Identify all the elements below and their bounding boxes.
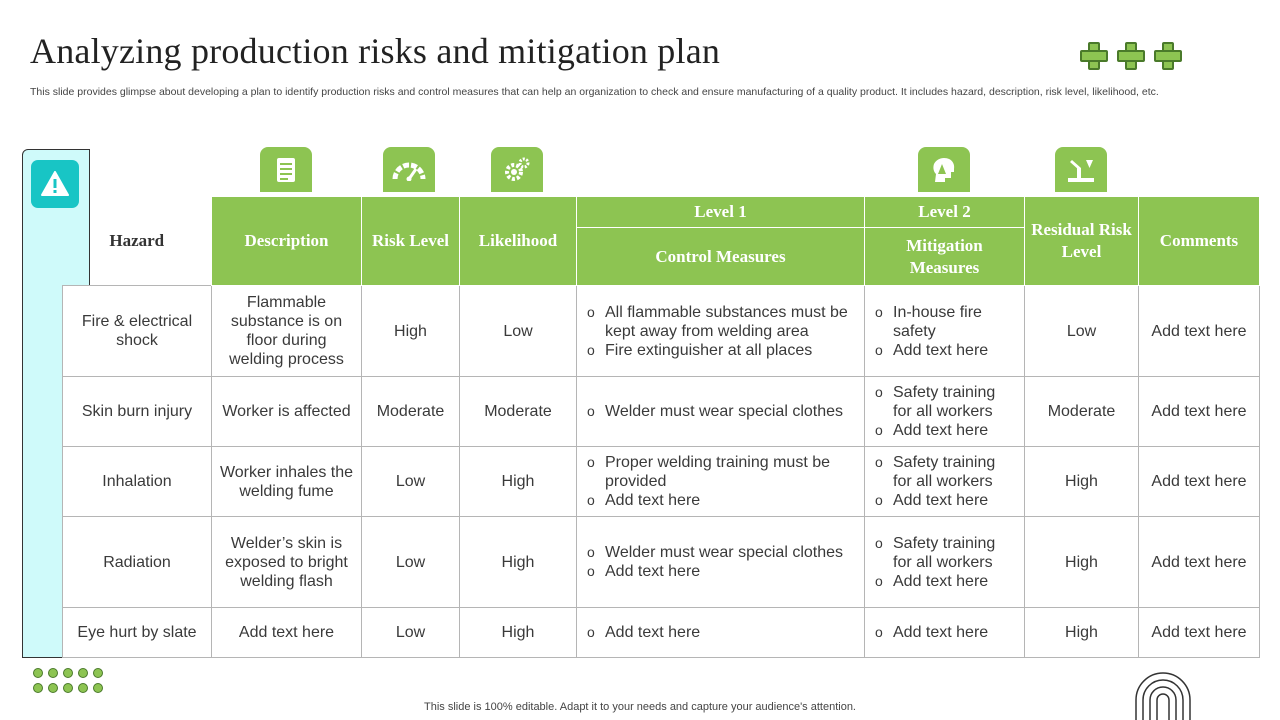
cell-hazard: Fire & electrical shock bbox=[63, 286, 212, 377]
document-icon bbox=[260, 147, 312, 192]
cell-comments: Add text here bbox=[1139, 286, 1260, 377]
cell-description: Worker is affected bbox=[212, 377, 362, 447]
cell-hazard: Inhalation bbox=[63, 447, 212, 517]
table-row bbox=[63, 608, 1260, 658]
header-description: Description bbox=[212, 197, 362, 286]
header-likelihood: Likelihood bbox=[460, 197, 577, 286]
cell-description: Welder’s skin is exposed to bright welding flash bbox=[212, 517, 362, 608]
cell-control-measures bbox=[577, 447, 865, 517]
list-item: o Add text here bbox=[587, 491, 858, 510]
list-item: o Add text here bbox=[587, 623, 858, 642]
cell-comments: Add text here bbox=[1139, 447, 1260, 517]
cell-mitigation-measures bbox=[865, 286, 1025, 377]
list-item: o Add text here bbox=[875, 623, 1018, 642]
list-item: o Welder must wear special clothes bbox=[587, 402, 858, 421]
cell-risk-level: Moderate bbox=[362, 377, 460, 447]
machine-icon bbox=[1055, 147, 1107, 192]
cell-description: Add text here bbox=[212, 608, 362, 658]
cell-residual-risk: Moderate bbox=[1025, 377, 1139, 447]
slide-subtitle: This slide provides glimpse about developing a plan to identify production risks and control measures that can help an organization to check and ensure manufacturing of a quality product. It includes hazard, description, risk level, likelihood, etc. bbox=[30, 86, 1159, 98]
list-item: o Safety training for all workers bbox=[875, 383, 1018, 421]
plus-icon bbox=[1117, 42, 1141, 66]
header-mitigation-measures: Mitigation Measures bbox=[865, 228, 1025, 286]
cell-likelihood: Moderate bbox=[460, 377, 577, 447]
header-level-2: Level 2 bbox=[865, 197, 1025, 228]
cell-likelihood: Low bbox=[460, 286, 577, 377]
cell-likelihood: High bbox=[460, 447, 577, 517]
cell-residual-risk: High bbox=[1025, 517, 1139, 608]
list-item: o Safety training for all workers bbox=[875, 453, 1018, 491]
table-row bbox=[63, 447, 1260, 517]
plus-icon bbox=[1080, 42, 1104, 66]
cell-comments: Add text here bbox=[1139, 377, 1260, 447]
cell-control-measures bbox=[577, 286, 865, 377]
cell-description: Flammable substance is on floor during welding process bbox=[212, 286, 362, 377]
slide-title: Analyzing production risks and mitigation plan bbox=[30, 31, 721, 71]
dots-decoration bbox=[33, 668, 103, 693]
cell-mitigation-measures bbox=[865, 377, 1025, 447]
header-hazard: Hazard bbox=[109, 230, 165, 250]
list-item: o Add text here bbox=[587, 562, 858, 581]
header-comments: Comments bbox=[1139, 197, 1260, 286]
list-item: o Add text here bbox=[875, 491, 1018, 510]
cell-risk-level: Low bbox=[362, 517, 460, 608]
cell-control-measures bbox=[577, 517, 865, 608]
plus-decoration bbox=[1080, 42, 1178, 66]
cell-hazard: Skin burn injury bbox=[63, 377, 212, 447]
list-item: o Add text here bbox=[875, 341, 1018, 360]
cell-residual-risk: High bbox=[1025, 608, 1139, 658]
cell-hazard: Radiation bbox=[63, 517, 212, 608]
cell-comments: Add text here bbox=[1139, 517, 1260, 608]
cell-likelihood: High bbox=[460, 608, 577, 658]
list-item: o In-house fire safety bbox=[875, 303, 1018, 341]
gears-icon bbox=[491, 147, 543, 192]
list-item: o Add text here bbox=[875, 572, 1018, 591]
cell-residual-risk: High bbox=[1025, 447, 1139, 517]
arch-decoration bbox=[1133, 672, 1193, 720]
cell-mitigation-measures bbox=[865, 608, 1025, 658]
cell-residual-risk: Low bbox=[1025, 286, 1139, 377]
list-item: o Safety training for all workers bbox=[875, 534, 1018, 572]
cell-risk-level: Low bbox=[362, 447, 460, 517]
cell-comments: Add text here bbox=[1139, 608, 1260, 658]
header-risk-level: Risk Level bbox=[362, 197, 460, 286]
cell-hazard: Eye hurt by slate bbox=[63, 608, 212, 658]
cell-control-measures bbox=[577, 608, 865, 658]
header-level-1: Level 1 bbox=[577, 197, 865, 228]
cell-control-measures bbox=[577, 377, 865, 447]
list-item: o Add text here bbox=[875, 421, 1018, 440]
cell-description: Worker inhales the welding fume bbox=[212, 447, 362, 517]
list-item: o Fire extinguisher at all places bbox=[587, 341, 858, 360]
list-item: o Welder must wear special clothes bbox=[587, 543, 858, 562]
cell-mitigation-measures bbox=[865, 447, 1025, 517]
table-row bbox=[63, 377, 1260, 447]
table-row bbox=[63, 286, 1260, 377]
cell-risk-level: Low bbox=[362, 608, 460, 658]
plus-icon bbox=[1154, 42, 1178, 66]
brain-icon bbox=[918, 147, 970, 192]
list-item: o Proper welding training must be provided bbox=[587, 453, 858, 491]
cell-risk-level: High bbox=[362, 286, 460, 377]
cell-likelihood: High bbox=[460, 517, 577, 608]
header-residual-risk: Residual Risk Level bbox=[1025, 197, 1139, 286]
footer-note: This slide is 100% editable. Adapt it to your needs and capture your audience's attention. bbox=[424, 701, 856, 713]
risk-table bbox=[62, 196, 1260, 658]
table-row bbox=[63, 517, 1260, 608]
gauge-icon bbox=[383, 147, 435, 192]
cell-mitigation-measures bbox=[865, 517, 1025, 608]
list-item: o All flammable substances must be kept away from welding area bbox=[587, 303, 858, 341]
header-control-measures: Control Measures bbox=[577, 228, 865, 286]
